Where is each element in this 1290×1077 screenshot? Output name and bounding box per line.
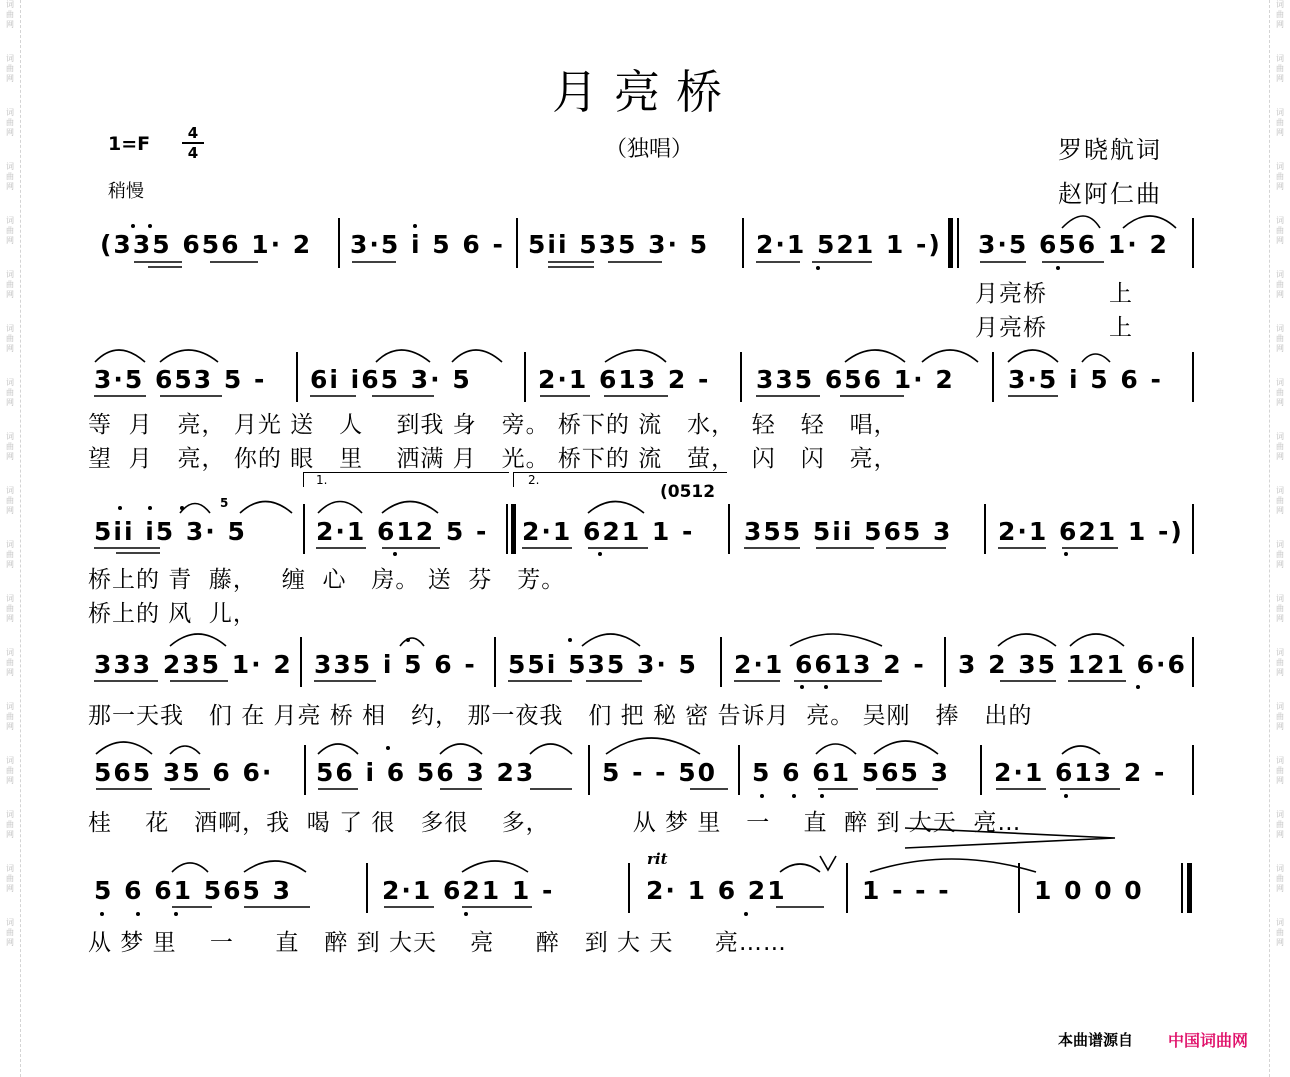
measure: 335 i 5 6 - (314, 650, 477, 679)
barline (1192, 745, 1194, 795)
source-label: 本曲谱源自 (1058, 1031, 1134, 1049)
barline (366, 863, 368, 913)
barline (524, 352, 526, 402)
slur (400, 638, 424, 646)
side-watermark-mark: 词 曲 网 (1276, 594, 1284, 623)
side-watermark-mark: 词 曲 网 (6, 864, 14, 893)
side-watermark-mark: 词 曲 网 (1276, 918, 1284, 947)
slur (160, 350, 218, 362)
interlude-marker: (0512 (660, 482, 716, 502)
side-watermark-mark: 词 曲 网 (6, 324, 14, 353)
measure: 5ii 535 3· 5 (528, 230, 710, 259)
volta-label-1: 1. (316, 473, 328, 487)
slur (780, 864, 820, 872)
side-watermark-mark: 词 曲 网 (6, 756, 14, 785)
measure: 3·5 653 5 - (94, 365, 267, 394)
side-watermark-mark: 词 曲 网 (1276, 108, 1284, 137)
measure: 565 35 6 6· (94, 758, 274, 787)
slur (1123, 216, 1176, 228)
slur (318, 502, 362, 514)
lyric-line-5: 桂 花 酒啊，我 喝 了 很 多很 多， 从 梦 里 一 直 醉 到 大天 亮… (88, 810, 1022, 836)
barline (304, 745, 306, 795)
side-watermark-mark: 词 曲 网 (1276, 54, 1284, 83)
side-watermark-mark: 词 曲 网 (1276, 432, 1284, 461)
slur (462, 861, 528, 872)
side-watermark-mark: 词 曲 网 (6, 378, 14, 407)
lyric-line-2-verse-1: 等 月 亮， 月光 送 人 到我 身 旁。 桥下的 流 水， 轻 轻 唱， (88, 412, 898, 438)
slur (376, 350, 430, 362)
slur (588, 502, 644, 514)
repeat-end-thin (506, 504, 508, 554)
slur (452, 350, 502, 362)
repeat-start-barline (948, 218, 953, 268)
barline (300, 637, 302, 687)
side-watermark-mark: 词 曲 网 (6, 0, 14, 29)
measure: 2·1 621 1 - (382, 876, 555, 905)
barline (740, 352, 742, 402)
barline (738, 745, 740, 795)
side-watermark-mark: 词 曲 网 (6, 648, 14, 677)
measure: 6i i65 3· 5 (310, 365, 472, 394)
barline (980, 745, 982, 795)
measure: 333 235 1· 2 (94, 650, 293, 679)
song-title: 月亮桥 (552, 65, 738, 119)
slur (170, 746, 200, 754)
final-barline-thick (1187, 863, 1192, 913)
side-watermark-mark: 词 曲 网 (6, 216, 14, 245)
barline (1192, 352, 1194, 402)
slur (870, 859, 1036, 872)
measure: 2·1 612 5 - (316, 517, 489, 546)
slur (95, 350, 145, 362)
slur (180, 504, 210, 514)
slur (244, 861, 306, 872)
measure: 2·1 613 2 - (994, 758, 1167, 787)
barline (728, 504, 730, 554)
side-watermark-mark: 词 曲 网 (1276, 648, 1284, 677)
barline (1192, 637, 1194, 687)
measure: 55i 535 3· 5 (508, 650, 698, 679)
side-watermark-mark: 词 曲 网 (6, 54, 14, 83)
volta-bracket-1 (303, 472, 509, 487)
side-watermark-mark: 词 曲 网 (1276, 864, 1284, 893)
side-watermark-mark: 词 曲 网 (1276, 378, 1284, 407)
barline (1192, 504, 1194, 554)
side-watermark-mark: 词 曲 网 (1276, 324, 1284, 353)
measure: 2·1 621 1 - (522, 517, 695, 546)
side-watermark-mark: 词 曲 网 (6, 594, 14, 623)
barline (992, 352, 994, 402)
barline (1192, 218, 1194, 268)
barline (296, 352, 298, 402)
performance-type: （独唱） (605, 137, 694, 162)
side-watermark-mark: 词 曲 网 (6, 108, 14, 137)
side-watermark-mark: 词 曲 网 (6, 162, 14, 191)
breath-mark (820, 856, 836, 870)
barline (628, 863, 630, 913)
lyric-line-6: 从 梦 里 一 直 醉 到 大天 亮 醉 到 大 天 亮…… (88, 930, 787, 956)
repeat-end-barline (511, 504, 516, 554)
side-watermark-mark: 词 曲 网 (6, 540, 14, 569)
side-watermark-mark: 词 曲 网 (6, 486, 14, 515)
measure: 355 5ii 565 3 (744, 517, 953, 546)
side-watermark-mark: 词 曲 网 (1276, 0, 1284, 29)
slur (240, 502, 292, 514)
side-watermark-mark: 词 曲 网 (1276, 540, 1284, 569)
measure: 2·1 6613 2 - (734, 650, 926, 679)
slur (530, 744, 572, 754)
slur (790, 634, 882, 646)
measure: 5 - - 50 (602, 758, 718, 787)
barline (720, 637, 722, 687)
side-watermark-right (1269, 0, 1290, 1077)
site-link[interactable]: 中国词曲网 (1168, 1031, 1249, 1050)
slur (874, 741, 938, 754)
lyric-line-4: 那一天我 们 在 月亮 桥 相 约， 那一夜我 们 把 秘 密 告诉月 亮。 吴刚 捧 出的 (88, 703, 1033, 729)
slur (170, 634, 226, 646)
measure: 56 i 6 56 3 23 (316, 758, 536, 787)
volta-label-2: 2. (528, 473, 540, 487)
lyric-line-1-verse-2: 月亮桥 上 (975, 315, 1133, 341)
side-watermark-mark: 词 曲 网 (1276, 216, 1284, 245)
barline (846, 863, 848, 913)
time-signature-top: 4 (187, 124, 199, 142)
side-watermark-mark: 词 曲 网 (1276, 702, 1284, 731)
barline (303, 504, 305, 554)
slur (1082, 354, 1110, 362)
side-watermark-mark: 词 曲 网 (6, 810, 14, 839)
final-barline-thin (1181, 863, 1183, 913)
lyric-line-2-verse-2: 望 月 亮， 你的 眼 里 洒满 月 光。 桥下的 流 萤， 闪 闪 亮， (88, 446, 898, 472)
barline (516, 218, 518, 268)
slur (998, 634, 1056, 646)
measure: 2·1 621 1 -) (998, 517, 1184, 546)
slur (845, 350, 905, 362)
measure: 3·5 656 1· 2 (978, 230, 1169, 259)
measure: (335 656 1· 2 (100, 230, 313, 259)
slur (922, 350, 978, 362)
side-watermark-mark: 词 曲 网 (6, 270, 14, 299)
measure: 5 6 61 565 3 (752, 758, 950, 787)
key-signature: 1=F (108, 133, 151, 155)
side-watermark-mark: 词 曲 网 (1276, 270, 1284, 299)
tempo-marking: 稍慢 (108, 181, 144, 202)
slur (605, 350, 666, 362)
measure: 5 6 61 565 3 (94, 876, 292, 905)
measure: 2·1 521 1 -) (756, 230, 942, 259)
measure: 1 0 0 0 (1034, 876, 1144, 905)
slur (582, 634, 640, 646)
grace-note: 5 (220, 496, 229, 510)
slur (816, 744, 856, 754)
measure: 1 - - - (862, 876, 951, 905)
barline (1018, 863, 1020, 913)
ritardando-marking: rit (647, 850, 668, 868)
barline (944, 637, 946, 687)
barline (984, 504, 986, 554)
repeat-start-thin (957, 218, 959, 268)
side-watermark-mark: 词 曲 网 (6, 918, 14, 947)
lyricist-credit: 罗晓航词 (1058, 136, 1162, 164)
measure: 2·1 613 2 - (538, 365, 711, 394)
side-watermark-mark: 词 曲 网 (1276, 756, 1284, 785)
slur (1070, 634, 1124, 646)
lyric-line-1-verse-1: 月亮桥 上 (975, 281, 1133, 307)
slur (606, 738, 700, 754)
side-watermark-mark: 词 曲 网 (1276, 810, 1284, 839)
measure: 335 656 1· 2 (756, 365, 955, 394)
barline (588, 745, 590, 795)
lyric-line-3-verse-2: 桥上的 风 儿， (88, 601, 257, 627)
barline (494, 637, 496, 687)
composer-credit: 赵阿仁曲 (1058, 180, 1162, 208)
side-watermark-mark: 词 曲 网 (1276, 486, 1284, 515)
slur (318, 744, 358, 754)
measure: 3·5 i 5 6 - (1008, 365, 1163, 394)
slur (96, 742, 152, 754)
slur (1062, 216, 1100, 228)
measure: 5ii i5 3· 5 (94, 517, 247, 546)
measure: 3 2 35 121 6·6 (958, 650, 1187, 679)
slur (382, 502, 438, 514)
barline (338, 218, 340, 268)
slur (1062, 746, 1100, 754)
slur (440, 744, 482, 754)
barline (742, 218, 744, 268)
time-signature-bottom: 4 (187, 144, 199, 162)
slur (172, 863, 208, 872)
measure: 2· 1 6 21 (646, 876, 787, 905)
side-watermark-mark: 词 曲 网 (1276, 162, 1284, 191)
slur (1008, 350, 1058, 362)
measure: 3·5 i 5 6 - (350, 230, 505, 259)
side-watermark-mark: 词 曲 网 (6, 702, 14, 731)
side-watermark-mark: 词 曲 网 (6, 432, 14, 461)
side-watermark-left (0, 0, 21, 1077)
lyric-line-3-verse-1: 桥上的 青 藤， 缠 心 房。 送 芬 芳。 (88, 567, 566, 593)
